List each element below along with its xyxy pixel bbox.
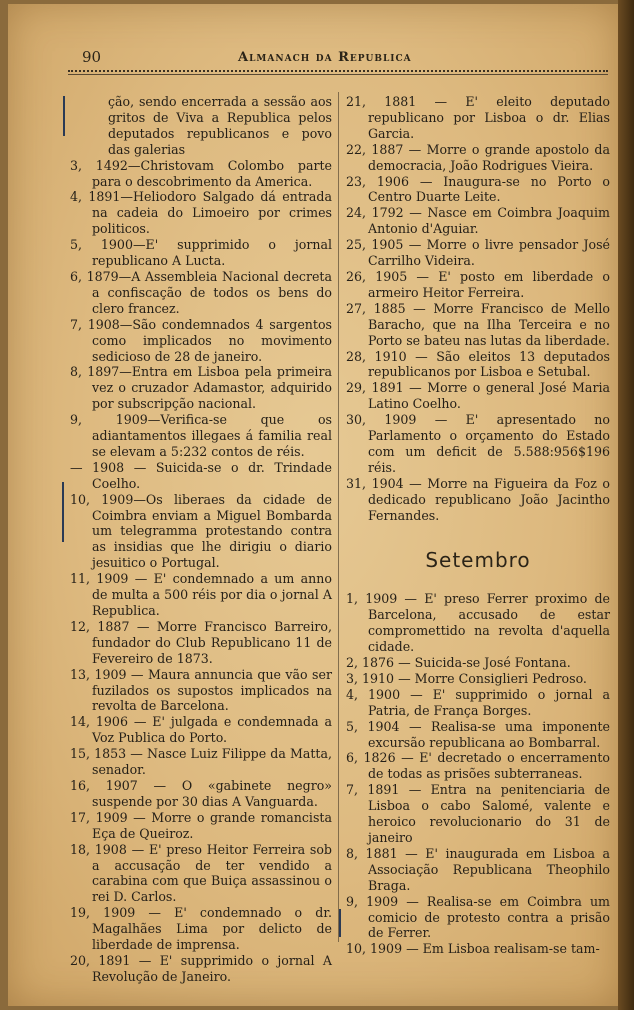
entry: 21, 1881 — E' eleito deputado republicano por Lisboa o dr. Elias Garcia. (346, 94, 610, 141)
entry: 6, 1826 — E' decretado o encerramento de todas as prisões subterraneas. (346, 750, 610, 782)
header-rule-lower (68, 74, 608, 75)
entry: 20, 1891 — E' supprimido o jornal A Revolução de Janeiro. (70, 952, 332, 984)
right-column (346, 94, 610, 957)
entry: 14, 1906 — E' julgada e condemnada a Voz Publica do Porto. (70, 714, 332, 746)
entry: 2, 1876 — Suicida-se José Fontana. (346, 655, 571, 670)
entry: 12, 1887 — Morre Francisco Barreiro, fundador do Club Republicano 11 de Fevereiro de 1873. (70, 618, 332, 666)
entry: 11, 1909 — E' condemnado a um anno de multa a 500 réis por dia o jornal A Republica. (70, 571, 332, 618)
entry: 13, 1909 — Maura annuncia que vão ser fuzilados os supostos implicados na revolta de Barcelona. (70, 666, 332, 714)
entry: 3, 1910 — Morre Consiglieri Pedroso. (346, 670, 587, 686)
entry: — 1908 — Suicida-se o dr. Trindade Coelho. (70, 459, 332, 491)
entry: 6, 1879—A Assembleia Nacional decreta a confiscação de todos os bens do clero francez. (70, 268, 332, 316)
header-rule (68, 70, 608, 72)
entry: 30, 1909 — E' apresentado no Parlamento o orçamento do Estado com um deficit de 5.588:956$196 réis. (346, 412, 610, 475)
entry: 23, 1906 — Inaugura-se no Porto o Centro Duarte Leite. (346, 173, 610, 205)
entry: 4, 1891—Heliodoro Salgado dá entrada na cadeia do Limoeiro por crimes politicos. (70, 189, 332, 237)
entry: 9, 1909 — Realisa-se em Coimbra um comicio de protesto contra a prisão de Ferrer. (346, 893, 610, 941)
entry: 18, 1908 — E' preso Heitor Ferreira sob a accusação de ter vendido a carabina com que Buiça assassinou o rei D. Carlos. (70, 841, 332, 905)
margin-pencil-mark (339, 909, 341, 937)
entry: 4, 1900 — E' supprimido o jornal a Patria, de França Borges. (346, 686, 610, 718)
entry: 7, 1908—São condemnados 4 sargentos como implicados no movimento sedicioso de 28 de janeiro. (70, 316, 332, 364)
book-page (8, 4, 620, 1006)
entry: 22, 1887 — Morre o grande apostolo da democracia, João Rodrigues Vieira. (346, 141, 610, 173)
entry: 10, 1909 — Em Lisboa realisam-se tam- (346, 941, 600, 957)
entry: 25, 1905 — Morre o livre pensador José Carrilho Videira. (346, 237, 610, 269)
page-number: 90 (82, 48, 102, 66)
entry: 9, 1909—Verifica-se que os adiantamentos illegaes á familia real se elevam a 5:232 contos de réis. (70, 412, 332, 459)
entry: 5, 1904 — Realisa-se uma imponente excursão republicana ao Bombarral. (346, 718, 610, 750)
entry: 10, 1909—Os liberaes da cidade de Coimbra enviam a Miguel Bombarda um telegramma protestando contra as insidias que lhe dirigiu o diario jesuitico o Portugal. (70, 491, 332, 571)
entry: 28, 1910 — São eleitos 13 deputados republicanos por Lisboa e Setubal. (346, 348, 610, 380)
left-column (70, 94, 332, 985)
entry: 29, 1891 — Morre o general José Maria Latino Coelho. (346, 380, 610, 412)
running-title: Almanach da Republica (238, 50, 412, 65)
entry: 8, 1881 — E' inaugurada em Lisboa a Associação Republicana Theophilo Braga. (346, 845, 610, 893)
entry: 8, 1897—Entra em Lisboa pela primeira vez o cruzador Adamastor, adquirido por subscripção nacional. (70, 364, 332, 412)
entry: 31, 1904 — Morre na Figueira da Foz o dedicado republicano João Jacintho Fernandes. (346, 475, 610, 523)
column-divider (338, 92, 339, 942)
entry: 16, 1907 — O «gabinete negro» suspende por 30 dias A Vanguarda. (70, 777, 332, 809)
book-edge (618, 0, 634, 1010)
margin-pencil-mark (62, 482, 64, 542)
entry: 7, 1891 — Entra na penitenciaria de Lisboa o cabo Salomé, valente e heroico revolucionario do 31 de janeiro (346, 782, 610, 845)
entry: 24, 1792 — Nasce em Coimbra Joaquim Antonio d'Aguiar. (346, 205, 610, 237)
entry: 26, 1905 — E' posto em liberdade o armeiro Heitor Ferreira. (346, 268, 610, 300)
month-heading: Setembro (425, 548, 531, 573)
entry: 27, 1885 — Morre Francisco de Mello Baracho, que na Ilha Terceira e no Porto se bateu nas lutas da liberdade. (346, 300, 610, 348)
entry: 19, 1909 — E' condemnado o dr. Magalhães Lima por delicto de liberdade de imprensa. (70, 905, 332, 953)
entry-continuation: ção, sendo encerrada a sessão aos gritos de Viva a Republica pelos deputados republicanos e povo das galerias (108, 94, 332, 157)
entry: 1, 1909 — E' preso Ferrer proximo de Barcelona, accusado de estar compromettido na revolta d'aquella cidade. (346, 591, 610, 655)
entry: 3, 1492—Christovam Colombo parte para o descobrimento da America. (70, 157, 332, 189)
entry: 5, 1900—E' supprimido o jornal republicano A Lucta. (70, 237, 332, 269)
margin-pencil-mark (63, 96, 65, 136)
entry: 17, 1909 — Morre o grande romancista Eça de Queiroz. (70, 809, 332, 841)
entry: 15, 1853 — Nasce Luiz Filippe da Matta, senador. (70, 746, 332, 778)
